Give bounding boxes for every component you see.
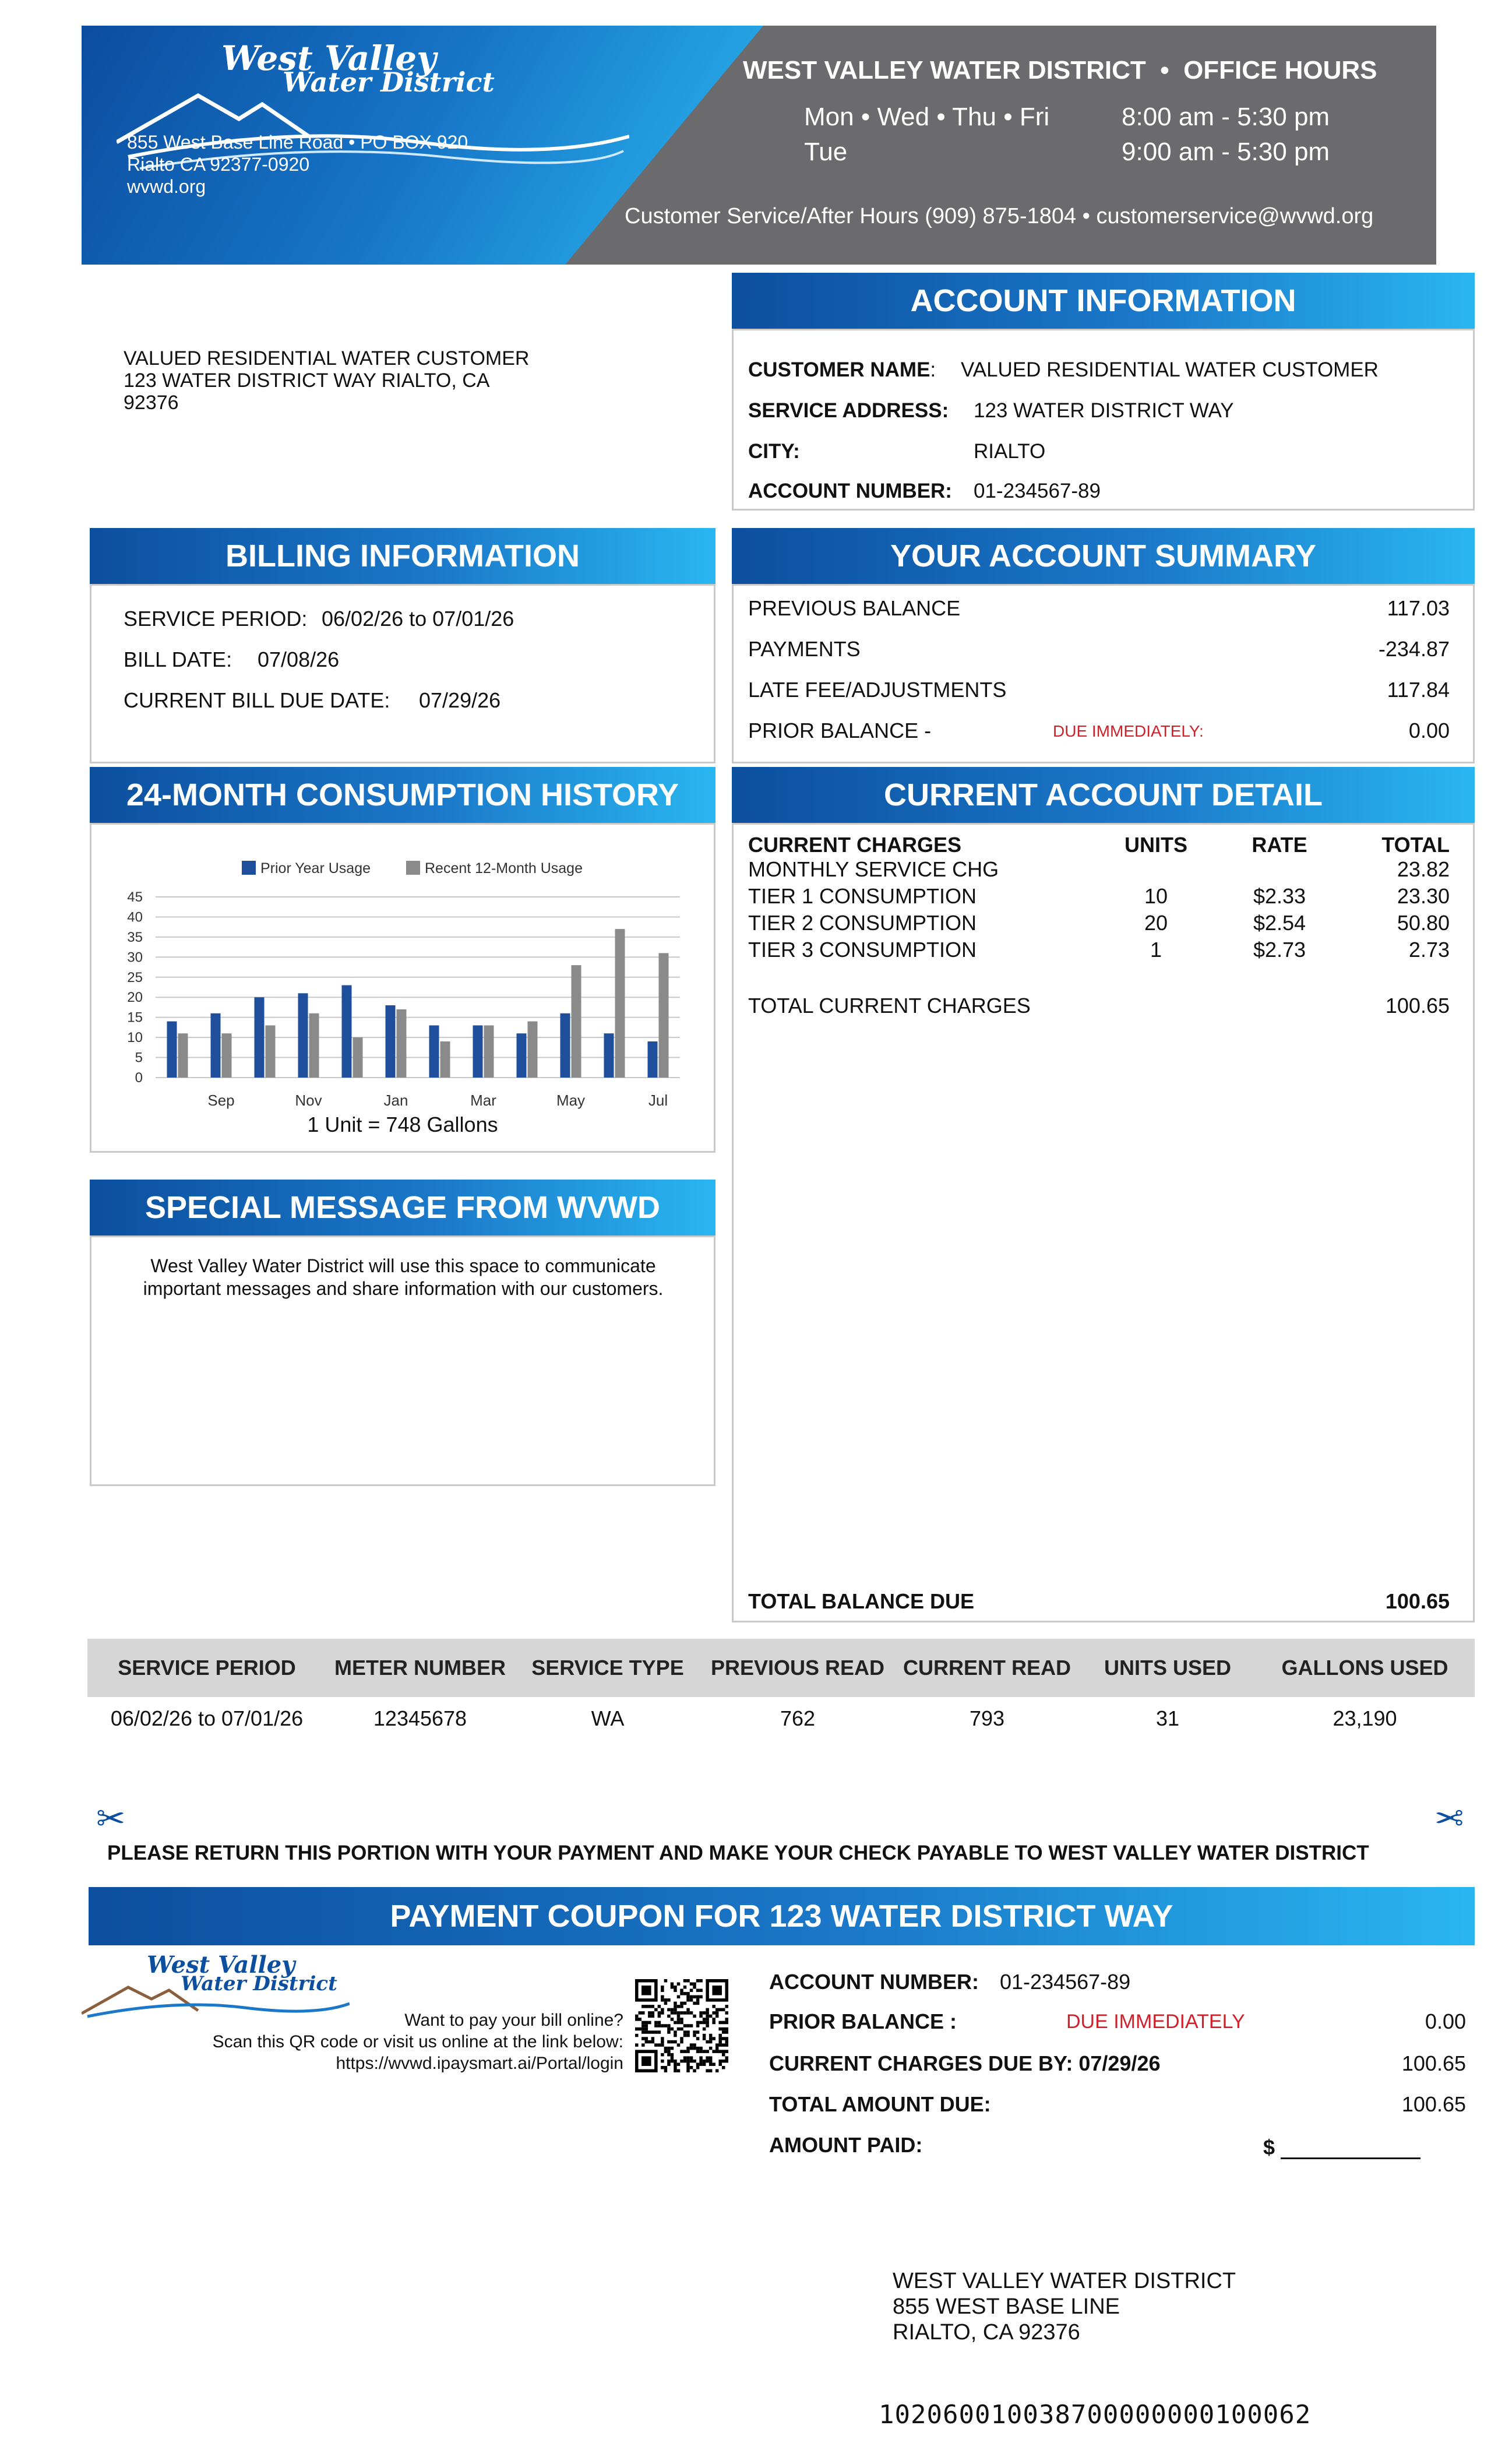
office-hours-title: WEST VALLEY WATER DISTRICT • OFFICE HOURS	[743, 56, 1377, 85]
coupon-account-number-value: 01-234567-89	[1000, 1970, 1131, 1994]
chart-y-tick-label: 35	[127, 929, 143, 945]
chart-bar-recent	[484, 1025, 494, 1078]
detail-row-total: 2.73	[1408, 938, 1450, 962]
chart-x-tick-label: Mar	[470, 1092, 496, 1109]
due-date-value: 07/29/26	[419, 688, 501, 712]
detail-row-total: 50.80	[1397, 911, 1450, 935]
total-current-label: TOTAL CURRENT CHARGES	[748, 994, 1031, 1018]
coupon-prior-balance-label: PRIOR BALANCE :	[769, 2009, 957, 2033]
account-number-label: ACCOUNT NUMBER:	[748, 480, 952, 502]
late-fee-label: LATE FEE/ADJUSTMENTS	[748, 678, 1007, 702]
account-detail-panel	[732, 823, 1475, 1622]
coupon-account-number-label: ACCOUNT NUMBER:	[769, 1970, 979, 1994]
chart-x-tick-label: Jan	[383, 1092, 408, 1109]
chart-bar-prior-year	[473, 1025, 483, 1078]
return-note: PLEASE RETURN THIS PORTION WITH YOUR PAYMENT AND MAKE YOUR CHECK PAYABLE TO WEST VALLEY WATER DISTRICT	[107, 1842, 1369, 1864]
meter-header-service-type: SERVICE TYPE	[531, 1656, 684, 1680]
previous-balance-value: 117.03	[1387, 596, 1450, 620]
account-info-header: ACCOUNT INFORMATION	[732, 273, 1475, 329]
coupon-logo-line2: Water District	[181, 1972, 337, 1995]
customer-name-value: VALUED RESIDENTIAL WATER CUSTOMER	[961, 358, 1379, 381]
detail-row-total: 23.82	[1397, 857, 1450, 881]
coupon-current-due-label: CURRENT CHARGES DUE BY: 07/29/26	[769, 2051, 1161, 2075]
coupon-amount-paid-prefix: $	[1263, 2135, 1275, 2159]
consumption-header: 24-MONTH CONSUMPTION HISTORY	[90, 767, 715, 823]
bill-date-value: 07/08/26	[258, 647, 340, 671]
chart-bar-prior-year	[604, 1033, 614, 1078]
detail-row-units: 20	[1144, 911, 1168, 935]
coupon-current-due-value: 100.65	[1401, 2051, 1466, 2075]
chart-bar-prior-year	[386, 1005, 396, 1078]
coupon-total-due-value: 100.65	[1401, 2092, 1466, 2116]
chart-legend-label: Prior Year Usage	[260, 860, 371, 877]
detail-row-total: 23.30	[1397, 884, 1450, 908]
chart-bar-recent	[615, 929, 625, 1078]
mailing-line3: 92376	[124, 392, 179, 414]
remit-line1: WEST VALLEY WATER DISTRICT	[893, 2269, 1236, 2293]
header-address-line1: 855 West Base Line Road • PO BOX 920	[127, 132, 468, 153]
detail-row-rate: $2.33	[1253, 884, 1306, 908]
detail-row-name: MONTHLY SERVICE CHG	[748, 857, 999, 881]
coupon-total-due-label: TOTAL AMOUNT DUE:	[769, 2092, 991, 2116]
chart-x-tick-label: Sep	[207, 1092, 235, 1109]
mailing-line2: 123 WATER DISTRICT WAY RIALTO, CA	[124, 369, 490, 392]
chart-legend-swatch	[242, 861, 256, 875]
chart-bar-prior-year	[517, 1033, 527, 1078]
chart-y-tick-label: 25	[127, 969, 143, 985]
account-number-value: 01-234567-89	[974, 480, 1101, 502]
detail-header-charges: CURRENT CHARGES	[748, 833, 962, 857]
meter-current-read: 793	[969, 1706, 1005, 1730]
customer-service-contact: Customer Service/After Hours (909) 875-1804 • customerservice@wvwd.org	[625, 204, 1374, 228]
meter-service-type: WA	[591, 1706, 625, 1730]
remit-line3: RIALTO, CA 92376	[893, 2320, 1080, 2345]
scissors-icon-right: ✂	[1434, 1799, 1464, 1838]
chart-bar-recent	[397, 1009, 407, 1078]
chart-legend-label: Recent 12-Month Usage	[425, 860, 583, 877]
chart-bar-prior-year	[342, 985, 352, 1078]
meter-table-header	[87, 1639, 1475, 1697]
special-message-header: SPECIAL MESSAGE FROM WVWD	[90, 1180, 715, 1235]
header-website[interactable]: wvwd.org	[127, 176, 206, 197]
chart-x-tick-label: Nov	[295, 1092, 322, 1109]
account-detail-header: CURRENT ACCOUNT DETAIL	[732, 767, 1475, 823]
chart-legend-swatch	[406, 861, 420, 875]
payments-label: PAYMENTS	[748, 637, 861, 661]
prior-balance-note: DUE IMMEDIATELY:	[1053, 722, 1204, 740]
prior-balance-label: PRIOR BALANCE -	[748, 719, 932, 742]
chart-bar-recent	[528, 1022, 538, 1078]
pay-online-link[interactable]: https://wvwd.ipaysmart.ai/Portal/login	[336, 2054, 623, 2073]
total-current-value: 100.65	[1385, 994, 1450, 1018]
meter-service-period: 06/02/26 to 07/01/26	[110, 1706, 304, 1730]
total-balance-label: TOTAL BALANCE DUE	[748, 1589, 975, 1613]
pay-online-line1: Want to pay your bill online?	[404, 2011, 623, 2030]
office-hours-1: 8:00 am - 5:30 pm	[1122, 103, 1330, 131]
total-balance-value: 100.65	[1385, 1589, 1450, 1613]
account-summary-header: YOUR ACCOUNT SUMMARY	[732, 528, 1475, 584]
remit-address	[893, 2268, 1236, 2345]
chart-bar-recent	[440, 1041, 450, 1078]
detail-row-name: TIER 1 CONSUMPTION	[748, 884, 977, 908]
detail-row-units: 10	[1144, 884, 1168, 908]
coupon-prior-balance-value: 0.00	[1425, 2009, 1466, 2033]
special-message-panel	[90, 1235, 715, 1486]
meter-header-previous-read: PREVIOUS READ	[710, 1656, 885, 1680]
detail-row-rate: $2.54	[1253, 911, 1306, 935]
meter-previous-read: 762	[780, 1706, 816, 1730]
meter-gallons-used: 23,190	[1333, 1706, 1397, 1730]
chart-bar-recent	[222, 1033, 232, 1078]
scissors-icon-left: ✂	[96, 1799, 126, 1838]
billing-info-panel	[90, 584, 715, 763]
detail-row-name: TIER 2 CONSUMPTION	[748, 911, 977, 935]
amount-paid-field[interactable]	[1281, 2157, 1420, 2159]
chart-bar-prior-year	[429, 1025, 439, 1078]
payments-value: -234.87	[1378, 637, 1450, 661]
chart-bar-recent	[309, 1013, 319, 1078]
pay-online-text	[117, 2009, 623, 2074]
meter-header-service-period: SERVICE PERIOD	[118, 1656, 296, 1680]
chart-x-tick-label: Jul	[648, 1092, 668, 1109]
bill-date-label: BILL DATE:	[124, 647, 232, 671]
account-info-panel	[732, 329, 1475, 511]
prior-balance-value: 0.00	[1408, 719, 1450, 742]
chart-y-tick-label: 15	[127, 1009, 143, 1026]
meter-header-meter-number: METER NUMBER	[334, 1656, 506, 1680]
chart-y-tick-label: 30	[127, 949, 143, 966]
ocr-scanline: 102060010038700000000100062	[879, 2400, 1312, 2430]
previous-balance-label: PREVIOUS BALANCE	[748, 596, 961, 620]
logo-text-line2: Water District	[283, 66, 495, 98]
chart-y-tick-label: 20	[127, 990, 143, 1006]
city-label: CITY:	[748, 440, 800, 463]
coupon-logo-line1: West Valley	[147, 1951, 295, 1979]
due-date-label: CURRENT BILL DUE DATE:	[124, 688, 390, 712]
meter-header-current-read: CURRENT READ	[903, 1656, 1071, 1680]
remit-line2: 855 WEST BASE LINE	[893, 2294, 1120, 2319]
office-hours-2: 9:00 am - 5:30 pm	[1122, 138, 1330, 166]
chart-y-tick-label: 10	[127, 1030, 143, 1046]
city-value: RIALTO	[974, 440, 1046, 463]
chart-bar-recent	[659, 953, 669, 1078]
office-days-2: Tue	[804, 138, 848, 166]
chart-bar-prior-year	[255, 997, 265, 1078]
chart-y-tick-label: 45	[127, 889, 143, 905]
meter-table-row	[87, 1706, 1475, 1736]
service-address-label: SERVICE ADDRESS:	[748, 399, 949, 422]
chart-bar-recent	[572, 965, 581, 1078]
service-period-label: SERVICE PERIOD:	[124, 607, 308, 631]
meter-header-gallons-used: GALLONS USED	[1281, 1656, 1448, 1680]
logo-text-line1: West Valley	[221, 38, 436, 78]
detail-header-rate: RATE	[1252, 833, 1307, 857]
pay-online-line2: Scan this QR code or visit us online at the link below:	[212, 2032, 623, 2051]
detail-row-name: TIER 3 CONSUMPTION	[748, 938, 977, 962]
coupon-amount-paid-label: AMOUNT PAID:	[769, 2133, 923, 2157]
chart-bar-recent	[266, 1025, 276, 1078]
detail-row-rate: $2.73	[1253, 938, 1306, 962]
billing-info-header: BILLING INFORMATION	[90, 528, 715, 584]
detail-header-units: UNITS	[1125, 833, 1187, 857]
header-address-line2: Rialto CA 92377-0920	[127, 154, 310, 175]
meter-units-used: 31	[1155, 1706, 1180, 1730]
meter-header-units-used: UNITS USED	[1104, 1656, 1232, 1680]
meter-number: 12345678	[373, 1706, 467, 1730]
chart-y-tick-label: 40	[127, 909, 143, 925]
chart-x-tick-label: May	[556, 1092, 586, 1109]
customer-name-label: CUSTOMER NAME:	[748, 358, 936, 381]
chart-bar-prior-year	[561, 1013, 570, 1078]
service-period-value: 06/02/26 to 07/01/26	[322, 607, 514, 631]
chart-bar-prior-year	[298, 993, 308, 1078]
consumption-chart	[91, 825, 714, 1110]
header-banner	[82, 26, 1436, 265]
qr-code-icon[interactable]	[635, 1979, 728, 2072]
office-days-1: Mon • Wed • Thu • Fri	[804, 103, 1050, 131]
mailing-address	[124, 347, 529, 414]
consumption-panel	[90, 823, 715, 1153]
chart-bar-recent	[353, 1037, 363, 1078]
chart-bar-prior-year	[211, 1013, 221, 1078]
chart-bar-recent	[178, 1033, 188, 1078]
mailing-line1: VALUED RESIDENTIAL WATER CUSTOMER	[124, 347, 530, 369]
unit-note: 1 Unit = 748 Gallons	[307, 1113, 498, 1136]
service-address-value: 123 WATER DISTRICT WAY	[974, 399, 1234, 422]
chart-bar-prior-year	[648, 1041, 658, 1078]
detail-row-units: 1	[1150, 938, 1162, 962]
chart-bar-prior-year	[167, 1022, 177, 1078]
chart-y-tick-label: 5	[135, 1050, 143, 1066]
coupon-header: PAYMENT COUPON FOR 123 WATER DISTRICT WAY	[89, 1887, 1475, 1945]
detail-header-total: TOTAL	[1381, 833, 1450, 857]
account-summary-panel	[732, 584, 1475, 763]
late-fee-value: 117.84	[1387, 678, 1450, 702]
coupon-prior-balance-note: DUE IMMEDIATELY	[1066, 2011, 1245, 2033]
special-message-text: West Valley Water District will use this space to communicate important messages and share information with our customers.	[143, 1255, 664, 1299]
chart-y-tick-label: 0	[135, 1070, 143, 1086]
